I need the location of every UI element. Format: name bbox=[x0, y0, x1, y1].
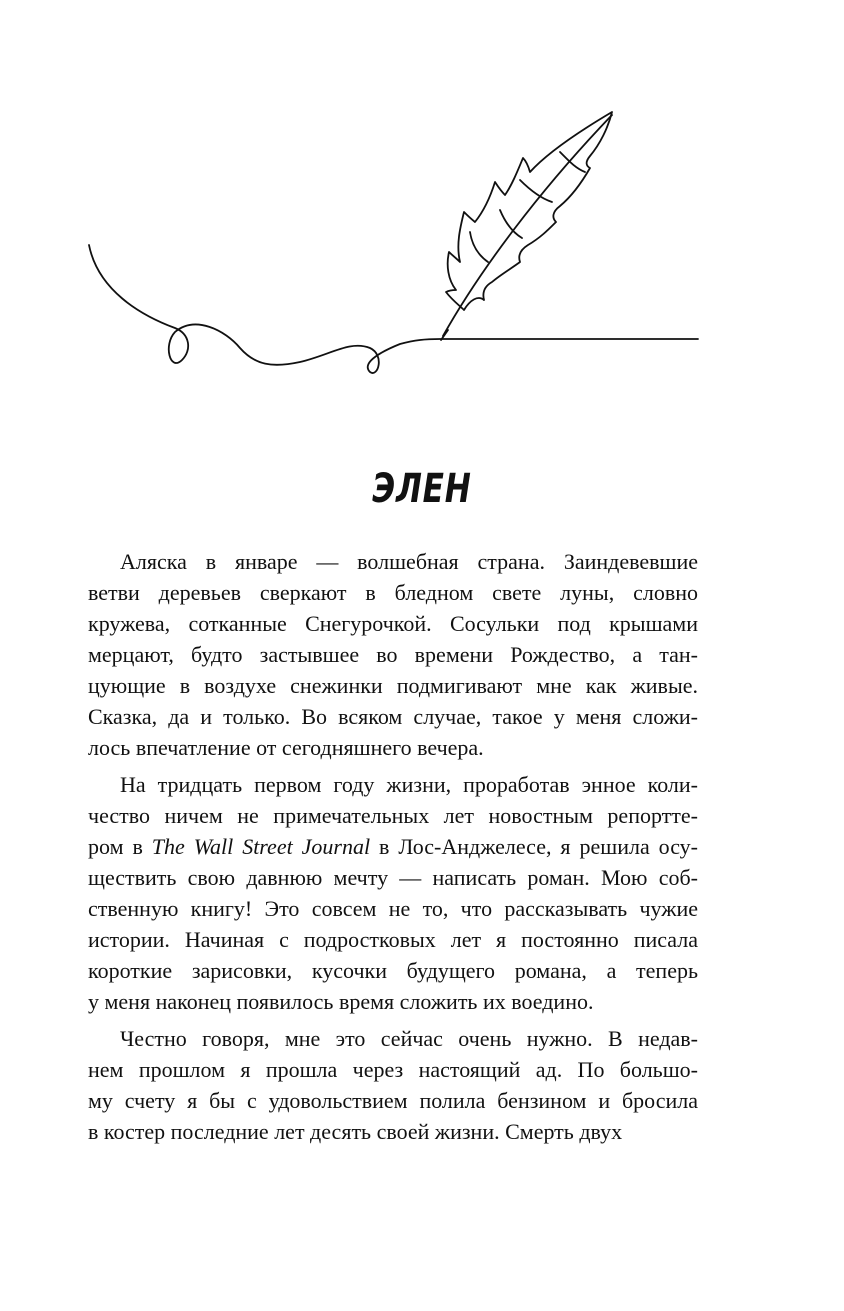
text-line bbox=[88, 924, 698, 955]
quill-pen-icon bbox=[80, 100, 710, 390]
text-segment: истории. Начиная с подростковых лет я постоянно писала bbox=[88, 927, 698, 952]
text-line bbox=[88, 893, 698, 924]
text-line bbox=[88, 732, 698, 763]
text-line bbox=[88, 1054, 698, 1085]
text-line bbox=[88, 670, 698, 701]
text-line bbox=[88, 769, 698, 800]
text-segment: лось впечатление от сегодняшнего вечера. bbox=[88, 735, 484, 760]
text-segment: кружева, сотканные Снегурочкой. Сосульки под крышами bbox=[88, 611, 698, 636]
text-segment: Сказка, да и только. Во всяком случае, такое у меня сложи- bbox=[88, 704, 698, 729]
text-segment: ственную книгу! Это совсем не то, что рассказывать чужие bbox=[88, 896, 698, 921]
body-text bbox=[88, 546, 698, 1153]
text-segment: ществить свою давнюю мечту — написать роман. Мою соб- bbox=[88, 865, 698, 890]
paragraph bbox=[88, 1023, 698, 1147]
text-line bbox=[88, 1116, 698, 1147]
paragraph bbox=[88, 769, 698, 1017]
text-segment: нем прошлом я прошла через настоящий ад. По большо- bbox=[88, 1057, 698, 1082]
ink-flourish bbox=[89, 245, 698, 373]
text-segment: му счету я бы с удовольствием полила бензином и бросила bbox=[88, 1088, 698, 1113]
paragraph bbox=[88, 546, 698, 763]
text-segment: ветви деревьев сверкают в бледном свете луны, словно bbox=[88, 580, 698, 605]
publication-name: The Wall Street Journal bbox=[151, 834, 371, 859]
text-line bbox=[88, 639, 698, 670]
text-line bbox=[88, 577, 698, 608]
text-segment: короткие зарисовки, кусочки будущего романа, а теперь bbox=[88, 958, 698, 983]
text-segment: На тридцать первом году жизни, проработав энное коли- bbox=[120, 772, 698, 797]
text-line bbox=[88, 986, 698, 1017]
text-segment: в костер последние лет десять своей жизни. Смерть двух bbox=[88, 1119, 623, 1144]
text-line bbox=[88, 831, 698, 862]
text-segment: в Лос-Анджелесе, я решила осу- bbox=[370, 834, 698, 859]
text-line bbox=[88, 1023, 698, 1054]
text-line bbox=[88, 955, 698, 986]
text-segment: мерцают, будто застывшее во времени Рождество, а тан- bbox=[88, 642, 698, 667]
text-line bbox=[88, 800, 698, 831]
text-line bbox=[88, 1085, 698, 1116]
text-segment: чество ничем не примечательных лет новостным репортте- bbox=[88, 803, 698, 828]
text-segment: Аляска в январе — волшебная страна. Заиндевевшие bbox=[120, 549, 698, 574]
text-line bbox=[88, 608, 698, 639]
text-line bbox=[88, 546, 698, 577]
text-segment: цующие в воздухе снежинки подмигивают мне как живые. bbox=[88, 673, 698, 698]
text-line bbox=[88, 862, 698, 893]
text-segment: Честно говоря, мне это сейчас очень нужно. В недав- bbox=[120, 1026, 698, 1051]
text-segment: у меня наконец появилось время сложить их воедино. bbox=[88, 989, 594, 1014]
text-line bbox=[88, 701, 698, 732]
text-segment: ром в bbox=[88, 834, 152, 859]
chapter-title: ЭЛЕН bbox=[372, 466, 472, 512]
